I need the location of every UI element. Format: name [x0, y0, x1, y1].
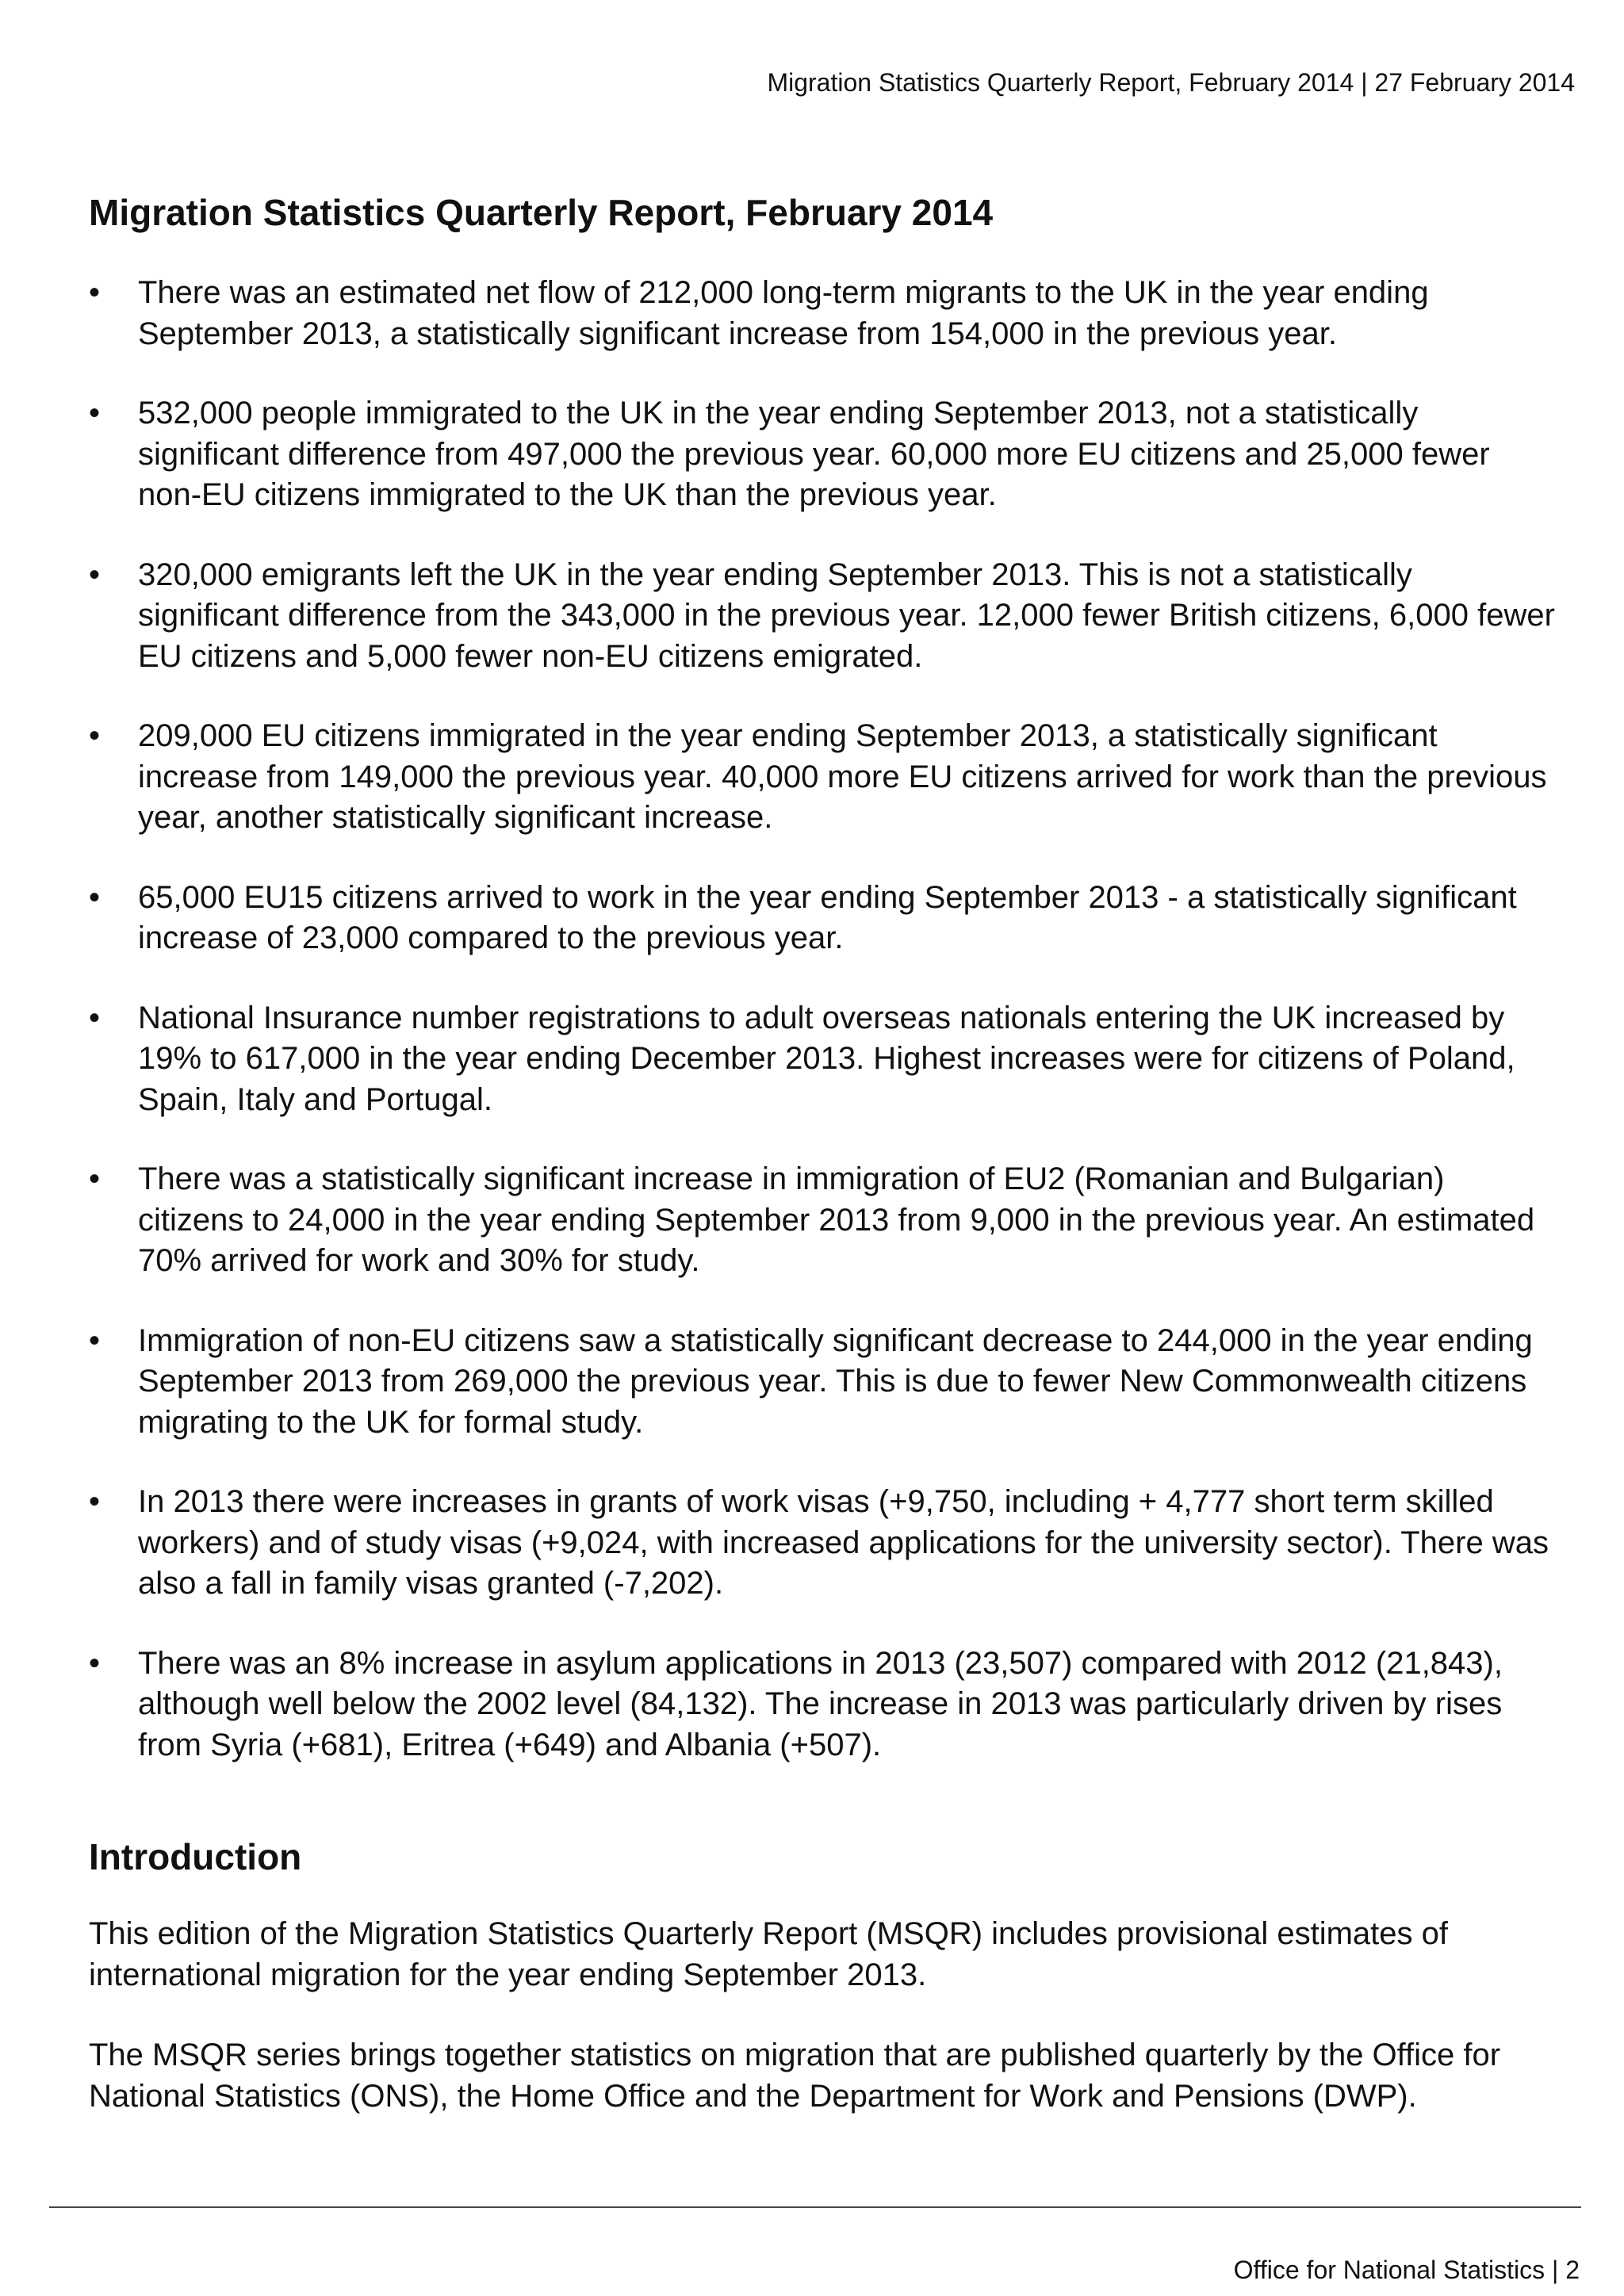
- list-item-text: 209,000 EU citizens immigrated in the year ending September 2013, a statistically significant increase from 149,000 the previous year. 40,000 more EU citizens arrived for work than the previous year, another statistically significant increase.: [138, 718, 1547, 835]
- bullet-icon: •: [89, 1645, 101, 1681]
- bullet-icon: •: [89, 557, 101, 592]
- list-item: [89, 393, 1556, 516]
- list-item: [89, 998, 1556, 1121]
- report-title: Migration Statistics Quarterly Report, February 2014: [89, 192, 994, 233]
- bullet-icon: •: [89, 1322, 101, 1358]
- footer-page-label: Office for National Statistics | 2: [1233, 2256, 1580, 2284]
- bullet-icon: •: [89, 396, 101, 430]
- introduction-paragraph: This edition of the Migration Statistics Quarterly Report (MSQR) includes provisional estimates of international migration for the year ending September 2013.: [89, 1916, 1449, 1992]
- list-item: [89, 1159, 1556, 1282]
- bullet-icon: •: [89, 275, 101, 310]
- list-item-text: There was a statistically significant increase in immigration of EU2 (Romanian and Bulgarian) citizens to 24,000 in the year ending September 2013 from 9,000 in the previous year. An estimated 70% arrived for work and 30% for study.: [138, 1161, 1535, 1278]
- list-item-text: 320,000 emigrants left the UK in the year ending September 2013. This is not a statistically significant difference from the 343,000 in the previous year. 12,000 fewer British citizens, 6,000 fewer EU citizens and 5,000 fewer non-EU citizens emigrated.: [138, 557, 1555, 674]
- list-item-text: In 2013 there were increases in grants of work visas (+9,750, including + 4,777 short term skilled workers) and of study visas (+9,024, with increased applications for the university sector). There was also a fall in family visas granted (-7,202).: [138, 1484, 1549, 1601]
- bullet-icon: •: [89, 1161, 101, 1196]
- introduction-paragraph: The MSQR series brings together statistics on migration that are published quarterly by the Office for National Statistics (ONS), the Home Office and the Department for Work and Pensions (DWP).: [89, 2038, 1501, 2114]
- footer-divider: [49, 2206, 1581, 2208]
- bullet-icon: •: [89, 1000, 101, 1035]
- list-item: [89, 555, 1556, 678]
- list-item: [89, 716, 1556, 839]
- list-item: [89, 273, 1556, 354]
- bullet-icon: •: [89, 879, 101, 915]
- list-item-text: National Insurance number registrations to adult overseas nationals entering the UK increased by 19% to 617,000 in the year ending December 2013. Highest increases were for citizens of Poland, Spain, Italy and Portugal.: [138, 1000, 1515, 1117]
- key-points-list: [89, 273, 1556, 1804]
- introduction-heading: Introduction: [89, 1836, 302, 1877]
- list-item: [89, 1482, 1556, 1605]
- list-item-text: There was an 8% increase in asylum applications in 2013 (23,507) compared with 2012 (21,843), although well below the 2002 level (84,132). The increase in 2013 was particularly driven by rises from Syria (+681), Eritrea (+649) and Albania (+507).: [138, 1645, 1503, 1762]
- list-item-text: 65,000 EU15 citizens arrived to work in the year ending September 2013 - a statistically significant increase of 23,000 compared to the previous year.: [138, 879, 1517, 955]
- list-item-text: 532,000 people immigrated to the UK in the year ending September 2013, not a statistically significant difference from 497,000 the previous year. 60,000 more EU citizens and 25,000 fewer non-EU citizens immigrated to the UK than the previous year.: [138, 396, 1490, 512]
- list-item: [89, 878, 1556, 959]
- running-header: Migration Statistics Quarterly Report, February 2014 | 27 February 2014: [767, 68, 1575, 97]
- bullet-icon: •: [89, 1484, 101, 1519]
- bullet-icon: •: [89, 718, 101, 753]
- list-item-text: There was an estimated net flow of 212,000 long-term migrants to the UK in the year ending September 2013, a statistically significant increase from 154,000 in the previous year.: [138, 275, 1429, 351]
- list-item: [89, 1644, 1556, 1766]
- list-item-text: Immigration of non-EU citizens saw a statistically significant decrease to 244,000 in the year ending September 2013 from 269,000 the previous year. This is due to fewer New Commonwealth citizens migrating to the UK for formal study.: [138, 1322, 1533, 1440]
- list-item: [89, 1321, 1556, 1444]
